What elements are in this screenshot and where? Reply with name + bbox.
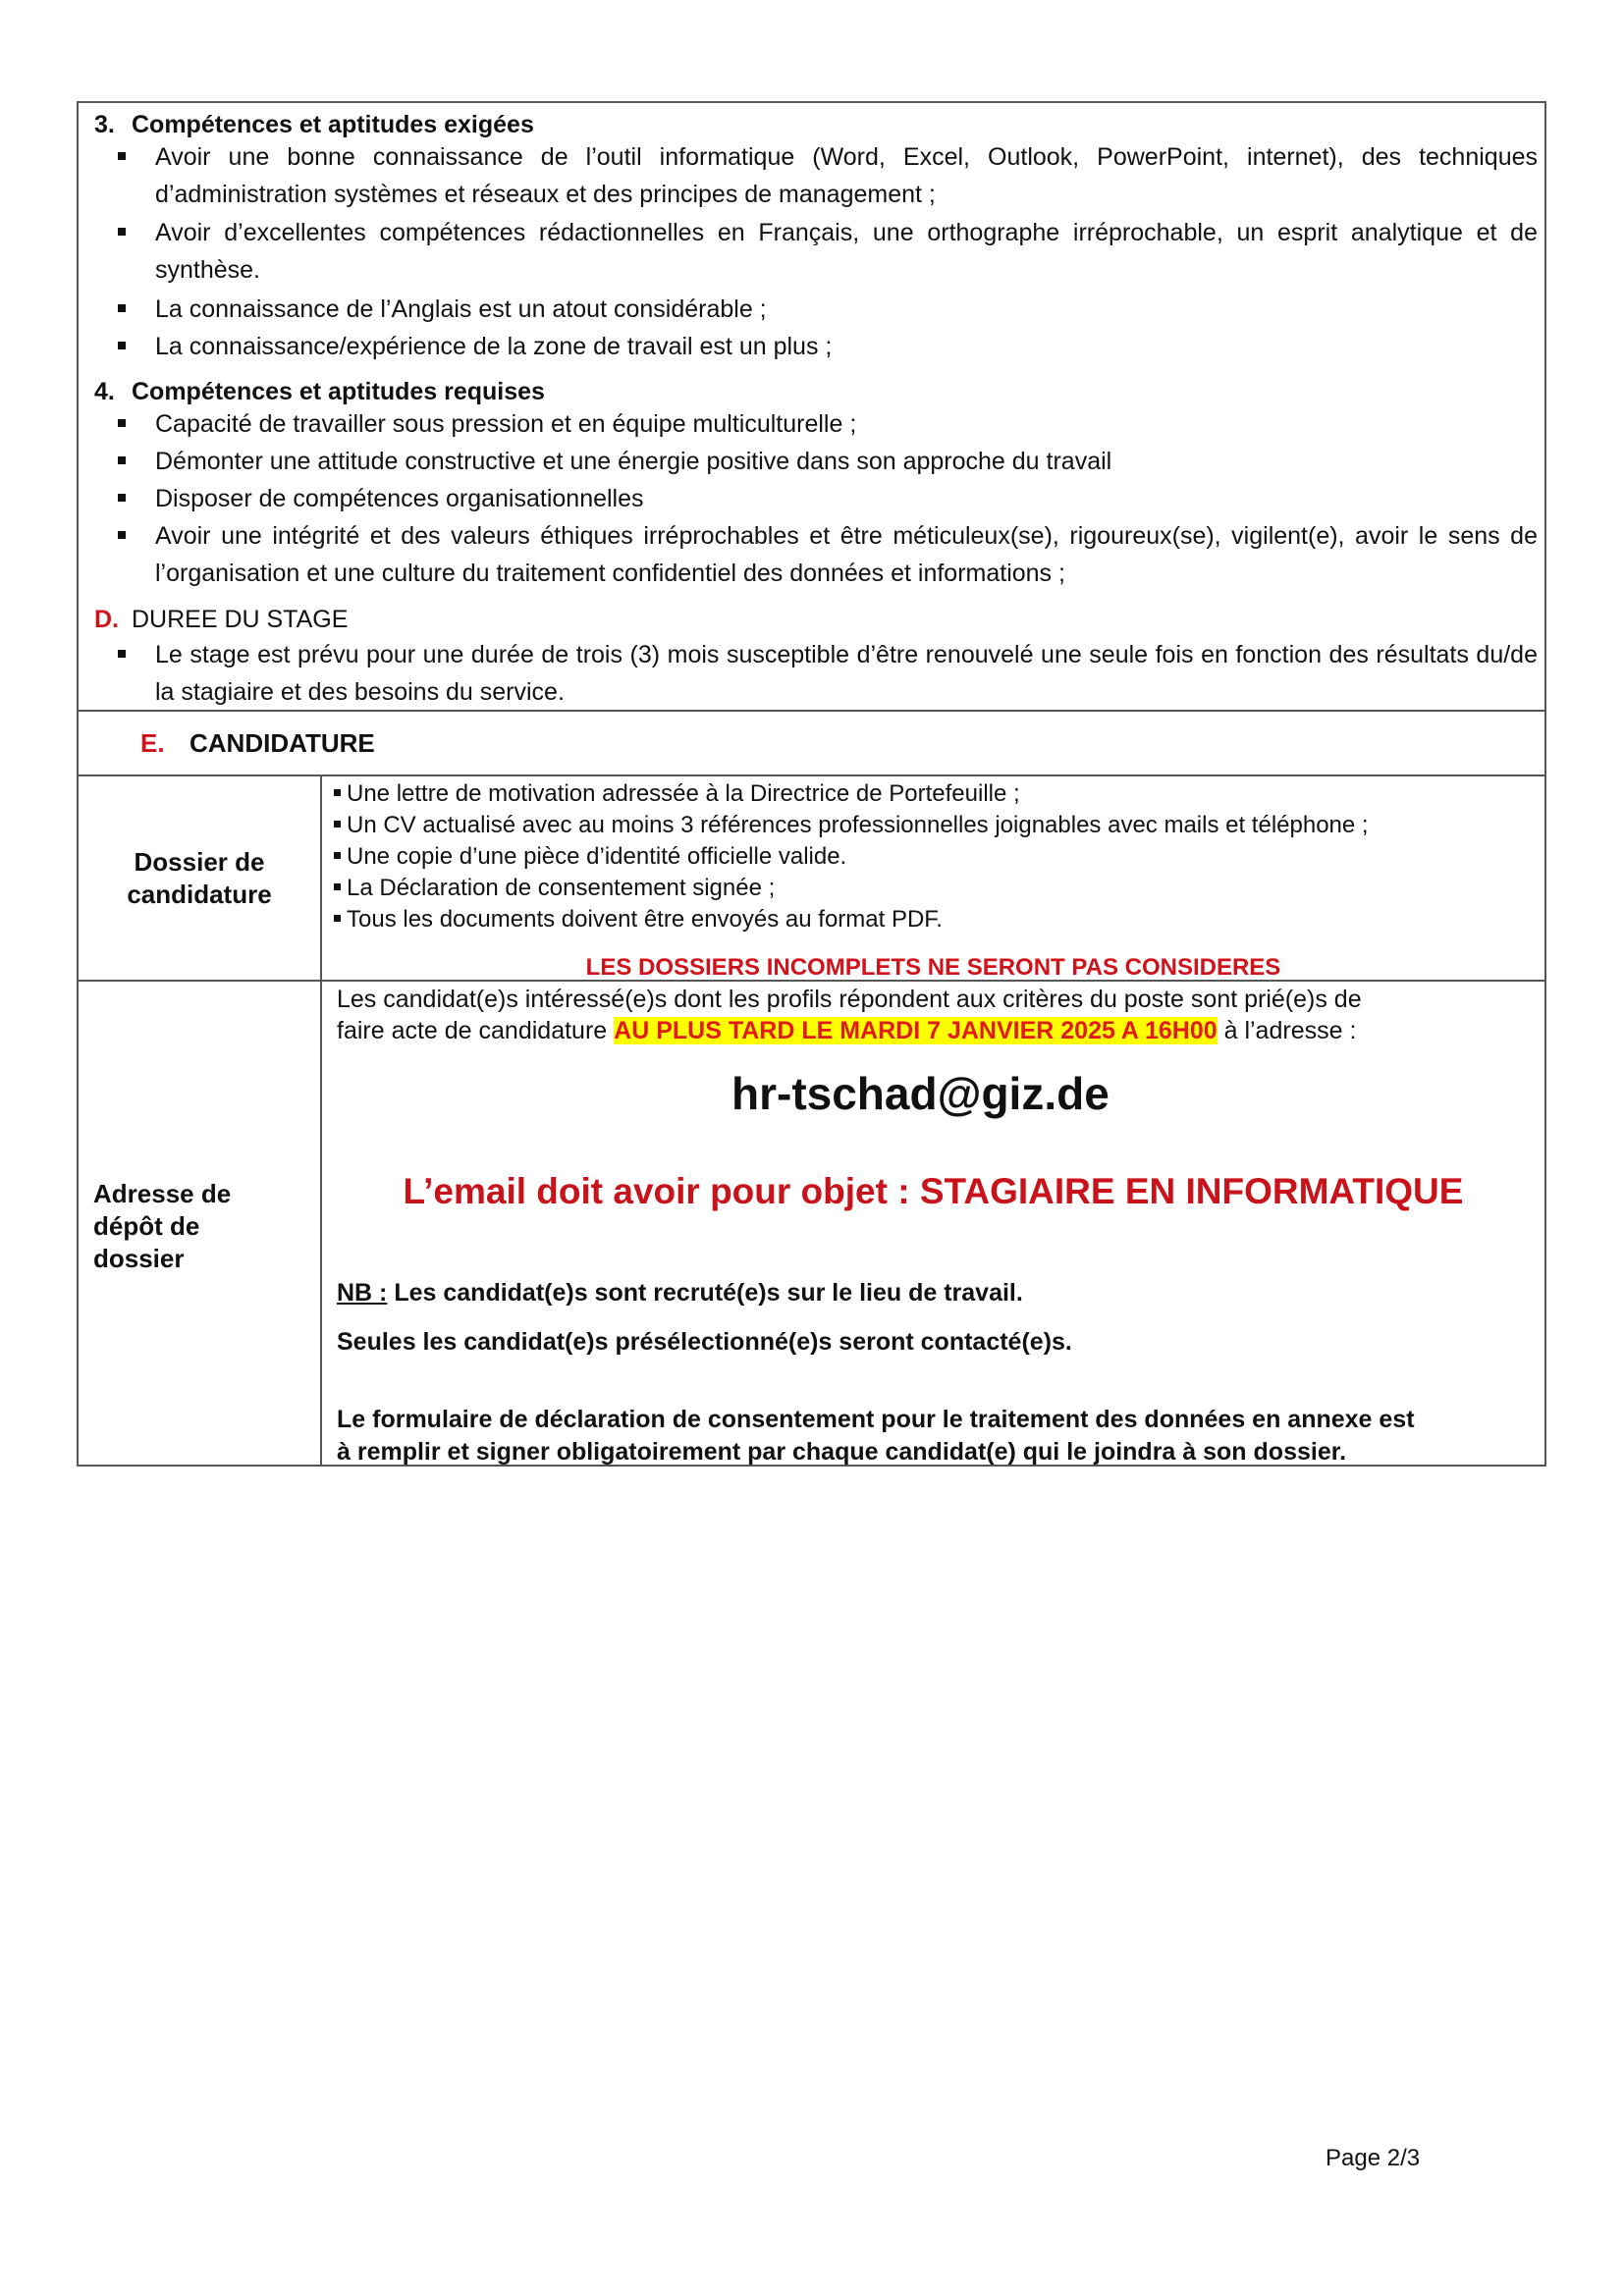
- nb-text: Les candidat(e)s sont recruté(e)s sur le lieu de travail.: [387, 1279, 1023, 1307]
- section-d-heading: [94, 606, 348, 634]
- bullet-icon: [334, 915, 341, 922]
- list-item: [334, 810, 1542, 841]
- consent-line: Le formulaire de déclaration de consentement pour le traitement des données en annexe est: [337, 1406, 1415, 1433]
- application-intro: [337, 984, 1540, 1046]
- bullet-icon: [118, 456, 126, 464]
- deadline-highlight: AU PLUS TARD LE MARDI 7 JANVIER 2025 A 16H00: [614, 1017, 1218, 1044]
- list-item: [116, 214, 1549, 289]
- list-item-text: Le stage est prévu pour une durée de trois (3) mois susceptible d’être renouvelé une seule fois en fonction des résultats du/de la stagiaire et des besoins du service.: [155, 641, 1538, 706]
- bullet-icon: [334, 821, 341, 828]
- list-item: [116, 636, 1549, 711]
- section-e-title: CANDIDATURE: [189, 728, 375, 758]
- page-number: Page 2/3: [1326, 2145, 1421, 2171]
- list-item: [116, 517, 1549, 592]
- shortlist-note: Seules les candidat(e)s présélectionné(e)s seront contacté(e)s.: [337, 1328, 1072, 1356]
- list-item-text: La connaissance de l’Anglais est un atout considérable ;: [155, 295, 767, 323]
- application-email[interactable]: hr-tschad@giz.de: [731, 1068, 1110, 1119]
- list-item: [334, 841, 1542, 873]
- adresse-label-line: Adresse de: [93, 1179, 232, 1208]
- list-item-text: Tous les documents doivent être envoyés au format PDF.: [347, 906, 943, 933]
- list-item: [116, 138, 1549, 213]
- list-item-text: La connaissance/expérience de la zone de travail est un plus ;: [155, 333, 833, 360]
- dossier-label-line: candidature: [127, 880, 272, 909]
- dossier-label: [79, 846, 320, 911]
- adresse-label-line: dépôt de: [93, 1211, 200, 1241]
- intro-line: [337, 1015, 1540, 1046]
- intro-text: à l’adresse :: [1217, 1017, 1357, 1044]
- list-item-text: Une copie d’une pièce d’identité officielle valide.: [347, 843, 847, 870]
- section-d-title: DUREE DU STAGE: [132, 606, 349, 633]
- adresse-label: [93, 1178, 231, 1275]
- section-3-title: Compétences et aptitudes exigées: [132, 111, 534, 138]
- section-3-heading: [94, 111, 534, 139]
- list-item: [116, 291, 1549, 328]
- list-item-text: Avoir d’excellentes compétences rédactionnelles en Français, une orthographe irréprochable, un esprit analytique et de synthèse.: [155, 219, 1538, 284]
- bullet-icon: [118, 342, 126, 349]
- list-item-text: Un CV actualisé avec au moins 3 références professionnelles joignables avec mails et téléphone ;: [347, 812, 1369, 838]
- section-4-title: Compétences et aptitudes requises: [132, 378, 545, 405]
- section-4-heading: [94, 378, 545, 406]
- list-item-text: Avoir une intégrité et des valeurs éthiques irréprochables et être méticuleux(se), rigoureux(se), vigilent(e), avoir le sens de l’organisation et une culture du traitement confidentiel des données et informations ;: [155, 522, 1538, 587]
- email-subject-requirement: L’email doit avoir pour objet : STAGIAIRE EN INFORMATIQUE: [403, 1171, 1464, 1211]
- list-item-text: Capacité de travailler sous pression et en équipe multiculturelle ;: [155, 410, 857, 438]
- incomplete-warning: LES DOSSIERS INCOMPLETS NE SERONT PAS CONSIDERES: [585, 954, 1281, 981]
- consent-line: à remplir et signer obligatoirement par chaque candidat(e) qui le joindra à son dossier.: [337, 1438, 1347, 1466]
- list-item-text: Une lettre de motivation adressée à la Directrice de Portefeuille ;: [347, 780, 1020, 807]
- list-item: [116, 480, 1549, 517]
- bullet-icon: [118, 419, 126, 427]
- bullet-icon: [118, 494, 126, 502]
- dossier-list: [334, 778, 1542, 935]
- intro-text: faire acte de candidature: [337, 1017, 615, 1044]
- list-item: [334, 904, 1542, 935]
- bullet-icon: [118, 650, 126, 658]
- list-item: [334, 778, 1542, 810]
- section-d-letter: D.: [94, 606, 119, 633]
- adresse-content-cell: [320, 980, 1546, 1467]
- section-e-heading: [140, 728, 375, 759]
- list-item: [334, 873, 1542, 904]
- section-3-number: 3.: [94, 111, 115, 138]
- intro-line: Les candidat(e)s intéressé(e)s dont les profils répondent aux critères du poste sont prié(e)s de: [337, 986, 1362, 1013]
- bullet-icon: [118, 304, 126, 312]
- list-item: [116, 328, 1549, 365]
- bullet-icon: [334, 883, 341, 890]
- list-item-text: Démonter une attitude constructive et une énergie positive dans son approche du travail: [155, 448, 1112, 475]
- list-item-text: Disposer de compétences organisationnelles: [155, 485, 644, 512]
- nb-label: NB :: [337, 1279, 388, 1307]
- bullet-icon: [334, 789, 341, 796]
- list-item-text: La Déclaration de consentement signée ;: [347, 875, 776, 901]
- list-item: [116, 405, 1549, 443]
- list-item-text: Avoir une bonne connaissance de l’outil informatique (Word, Excel, Outlook, PowerPoint, internet), des techniques d’administration systèmes et réseaux et des principes de management ;: [155, 143, 1538, 208]
- nb-note: [337, 1277, 1023, 1309]
- bullet-icon: [334, 852, 341, 859]
- bullet-icon: [118, 228, 126, 236]
- adresse-label-line: dossier: [93, 1244, 185, 1273]
- list-item: [116, 443, 1549, 480]
- consent-note: [337, 1404, 1543, 1468]
- dossier-label-line: Dossier de: [134, 847, 265, 877]
- bullet-icon: [118, 152, 126, 160]
- bullet-icon: [118, 531, 126, 539]
- section-e-letter: E.: [140, 728, 165, 758]
- section-4-number: 4.: [94, 378, 115, 405]
